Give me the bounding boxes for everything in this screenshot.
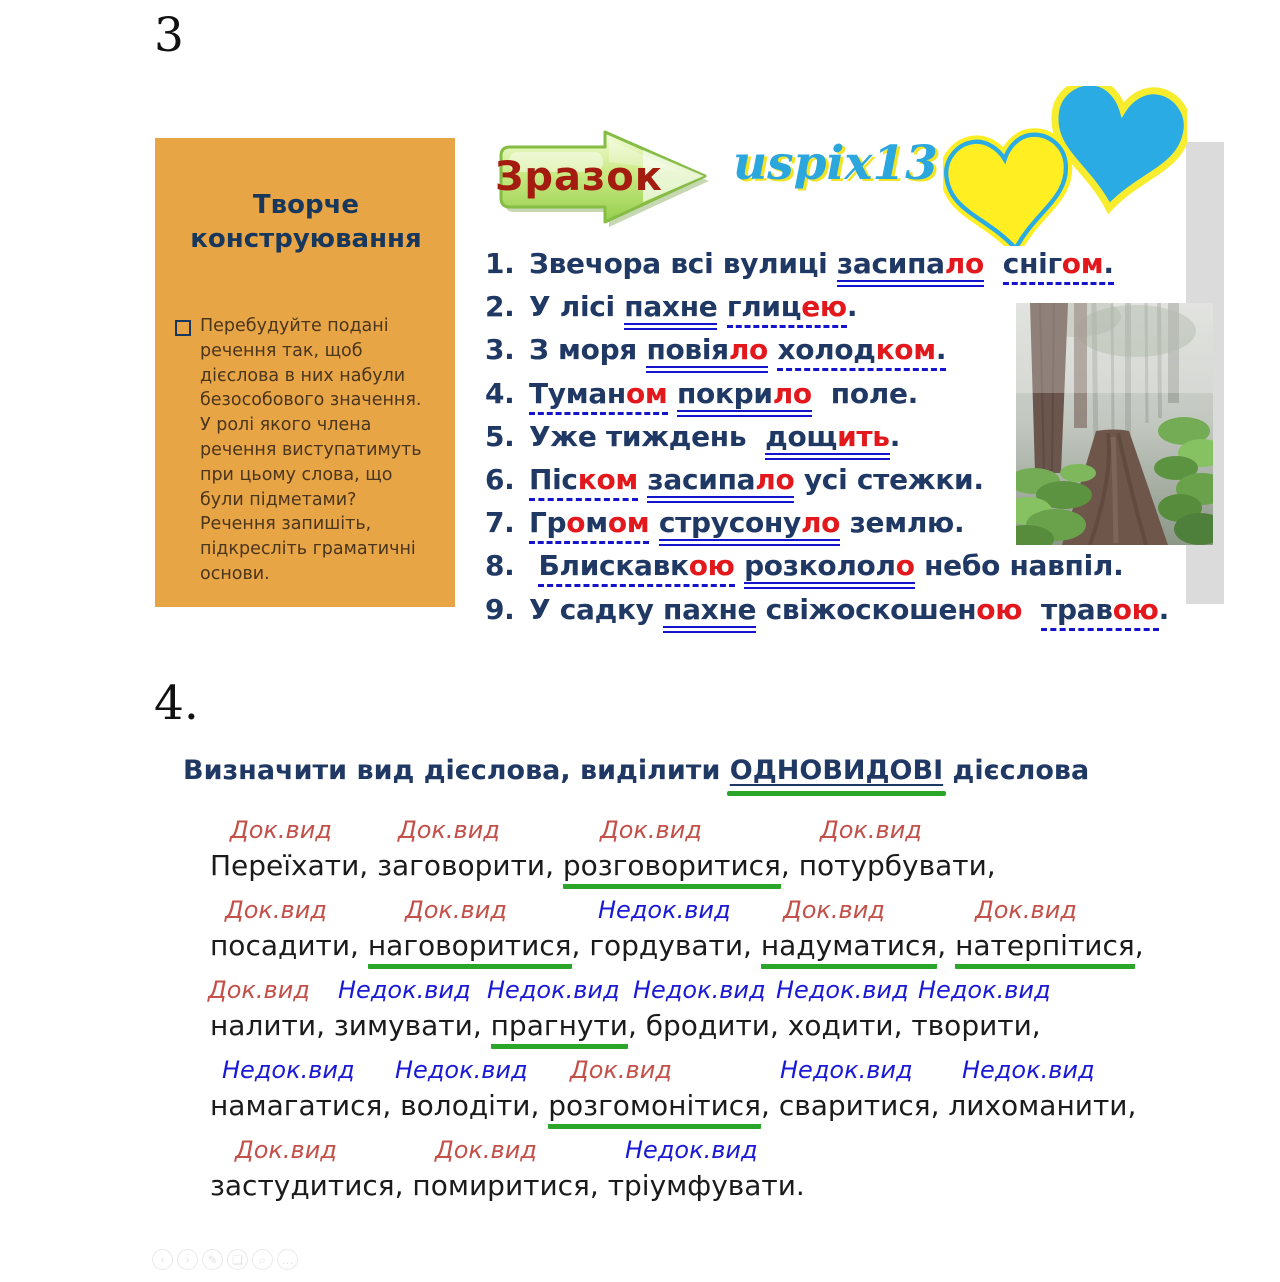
sample-arrow-label: Зразок: [495, 154, 663, 200]
subject-dashed-underline: Блискавкою: [538, 549, 734, 587]
aspect-label: Док.вид: [975, 896, 1077, 924]
sentence-text: [529, 290, 857, 330]
highlighted-verb: надуматися: [761, 929, 937, 969]
verb-text: налити, зимувати,: [210, 1009, 491, 1042]
plain-text: землю.: [840, 506, 965, 540]
sentence-text: [529, 549, 1123, 589]
prev-page-icon[interactable]: ‹: [152, 1249, 173, 1270]
verb-row: [210, 1054, 1220, 1134]
plain-text: [984, 247, 1003, 280]
predicate-underline: струсонуло: [659, 506, 840, 546]
subject-dashed-underline: травою: [1041, 593, 1159, 631]
aspect-label: Недок.вид: [962, 1056, 1095, 1084]
predicate-underline: засипало: [647, 463, 794, 503]
sentence-number: 9.: [485, 592, 515, 626]
sentence-number: 3.: [485, 333, 515, 367]
task-card-title: Творче конструювання: [190, 190, 422, 254]
verb-row: [210, 974, 1220, 1054]
highlighted-verb: наговоритися: [368, 929, 572, 969]
aspect-label: Док.вид: [783, 896, 885, 924]
plain-text: ою: [976, 592, 1023, 626]
subject-dashed-underline: Громом: [529, 506, 649, 544]
plain-text: усі стежки.: [794, 462, 984, 496]
verb-row: [210, 814, 1220, 894]
verb-rows: [210, 814, 1220, 1214]
plain-text: небо навпіл.: [914, 549, 1124, 583]
aspect-label: Док.вид: [570, 1056, 672, 1084]
subject-dashed-underline: холодком.: [777, 333, 946, 371]
task-card-text: Перебудуйте подані речення так, щоб дієслова в них набули безособового значення. У ролі якого члена речення виступатимуть при цьому слова, що були підметами? Речення запишіть, підкресліть граматичні основи.: [200, 316, 422, 584]
aspect-label-line: [210, 1054, 1220, 1089]
sentence: [485, 592, 1169, 636]
verb-line: [210, 1169, 1220, 1202]
aspect-label: Док.вид: [225, 896, 327, 924]
sample-arrow: [483, 118, 719, 234]
verb-text: застудитися, помиритися, тріумфувати.: [210, 1169, 805, 1202]
aspect-label-line: [210, 1134, 1220, 1169]
aspect-label: Док.вид: [230, 816, 332, 844]
sentence-number: 4.: [485, 376, 515, 410]
verb-row: [210, 894, 1220, 974]
aspect-label: Док.вид: [398, 816, 500, 844]
verb-text: Переїхати, заговорити,: [210, 849, 563, 882]
verb-text: ,: [937, 929, 956, 962]
sentence-list: [485, 247, 1169, 636]
title-text-after: дієслова: [943, 755, 1090, 786]
aspect-label: Док.вид: [600, 816, 702, 844]
verb-text: , потурбувати,: [780, 849, 996, 882]
sentence-text: [529, 247, 1114, 287]
sentence: [485, 463, 1165, 506]
task-card: [155, 138, 455, 607]
aspect-label: Недок.вид: [487, 976, 620, 1004]
checkbox-bullet-icon: [175, 320, 191, 336]
verb-text: ,: [1134, 929, 1144, 962]
task-4-title: [183, 755, 1089, 786]
highlighted-verb: натерпітися: [955, 929, 1135, 969]
plain-text: Уже тиждень: [529, 419, 766, 453]
watermark-text: uspix13: [733, 136, 938, 191]
aspect-label-line: [210, 894, 1220, 929]
verb-line: [210, 1089, 1220, 1129]
highlighted-verb: розговоритися: [563, 849, 781, 889]
plain-text: поле.: [811, 376, 918, 410]
plain-text: У садку: [529, 592, 664, 626]
sentence-text: [529, 463, 984, 503]
verb-row: [210, 1134, 1220, 1214]
sentence: [485, 549, 1165, 592]
subject-dashed-underline: снігом.: [1003, 247, 1114, 285]
sentence: [485, 247, 1165, 290]
hearts-icon: [943, 86, 1187, 246]
sentence: [485, 333, 1165, 376]
sentence-number: 6.: [485, 462, 515, 496]
sentence-text: [529, 593, 1169, 633]
aspect-label: Док.вид: [235, 1136, 337, 1164]
plain-text: [638, 463, 647, 496]
sentence-number: 7.: [485, 506, 515, 540]
verb-line: [210, 929, 1220, 969]
plain-text: .: [1158, 592, 1169, 626]
verb-line: [210, 849, 1220, 889]
subject-dashed-underline: глицею: [727, 290, 847, 328]
next-page-icon[interactable]: ›: [177, 1249, 198, 1270]
predicate-underline: пахне: [663, 593, 756, 633]
sentence-text: [529, 333, 946, 373]
aspect-label: Недок.вид: [918, 976, 1051, 1004]
plain-text: .: [889, 419, 901, 453]
aspect-label: Недок.вид: [598, 896, 731, 924]
plain-text: У лісі: [529, 290, 625, 324]
aspect-label: Недок.вид: [395, 1056, 528, 1084]
aspect-label: Док.вид: [435, 1136, 537, 1164]
copy-page-icon[interactable]: ❏: [227, 1249, 248, 1270]
plain-text: [529, 549, 538, 582]
page-number-4: 4.: [154, 676, 199, 731]
aspect-label: Док.вид: [405, 896, 507, 924]
page-number-3: 3: [154, 8, 184, 63]
predicate-underline: розкололо: [744, 549, 915, 589]
sentence: [485, 290, 1165, 333]
predicate-underline: покрило: [677, 377, 812, 417]
subject-dashed-underline: Піском: [529, 463, 638, 501]
sentence-text: [529, 506, 964, 546]
aspect-label: Недок.вид: [776, 976, 909, 1004]
verb-text: , сваритися, лихоманити,: [761, 1089, 1137, 1122]
plain-text: [768, 333, 777, 366]
verb-text: , гордувати,: [571, 929, 761, 962]
predicate-underline: пахне: [624, 290, 717, 330]
aspect-label: Недок.вид: [633, 976, 766, 1004]
aspect-label: Недок.вид: [338, 976, 471, 1004]
annotate-icon[interactable]: ✎: [202, 1249, 223, 1270]
plain-text: [668, 377, 677, 410]
predicate-underline: засипало: [837, 247, 984, 287]
verb-line: [210, 1009, 1220, 1049]
highlighted-verb: прагнути: [491, 1009, 628, 1049]
aspect-label: Недок.вид: [625, 1136, 758, 1164]
title-text-before: Визначити вид дієслова, виділити: [183, 755, 730, 786]
verb-text: , бродити, ходити, творити,: [627, 1009, 1041, 1042]
plain-text: [735, 549, 744, 582]
sentence: [485, 420, 1165, 463]
predicate-underline: повіяло: [646, 333, 768, 373]
plain-text: [649, 506, 658, 539]
plain-text: [717, 290, 726, 323]
aspect-label: Док.вид: [820, 816, 922, 844]
sentence-text: [529, 377, 918, 417]
title-highlight: ОДНОВИДОВІ: [729, 755, 944, 786]
plain-text: Звечора всі вулиці: [529, 247, 837, 280]
subject-dashed-underline: Туманом: [529, 377, 668, 415]
sentence: [485, 377, 1165, 420]
verb-text: намагатися, володіти,: [210, 1089, 549, 1122]
aspect-label-line: [210, 974, 1220, 1009]
aspect-label: Док.вид: [208, 976, 310, 1004]
aspect-label: Недок.вид: [222, 1056, 355, 1084]
task-card-bullet: [175, 314, 437, 587]
aspect-label: Недок.вид: [780, 1056, 913, 1084]
plain-text: З моря: [529, 333, 647, 367]
more-icon[interactable]: …: [277, 1249, 298, 1270]
sentence-number: 1.: [485, 247, 515, 280]
plain-text: [1022, 593, 1041, 626]
highlighted-verb: розгомонітися: [548, 1089, 761, 1129]
predicate-underline: дощить: [765, 420, 890, 460]
sentence-number: 8.: [485, 549, 515, 583]
verb-text: посадити,: [210, 929, 368, 962]
aspect-label-line: [210, 814, 1220, 849]
zoom-icon[interactable]: ⌕: [252, 1249, 273, 1270]
sentence-number: 2.: [485, 290, 515, 324]
plain-text: свіжоскошен: [756, 592, 977, 626]
sentence: [485, 506, 1165, 549]
sentence-number: 5.: [485, 419, 515, 453]
viewer-toolbar: [152, 1249, 298, 1270]
sentence-text: [529, 420, 900, 460]
plain-text: .: [846, 290, 858, 324]
